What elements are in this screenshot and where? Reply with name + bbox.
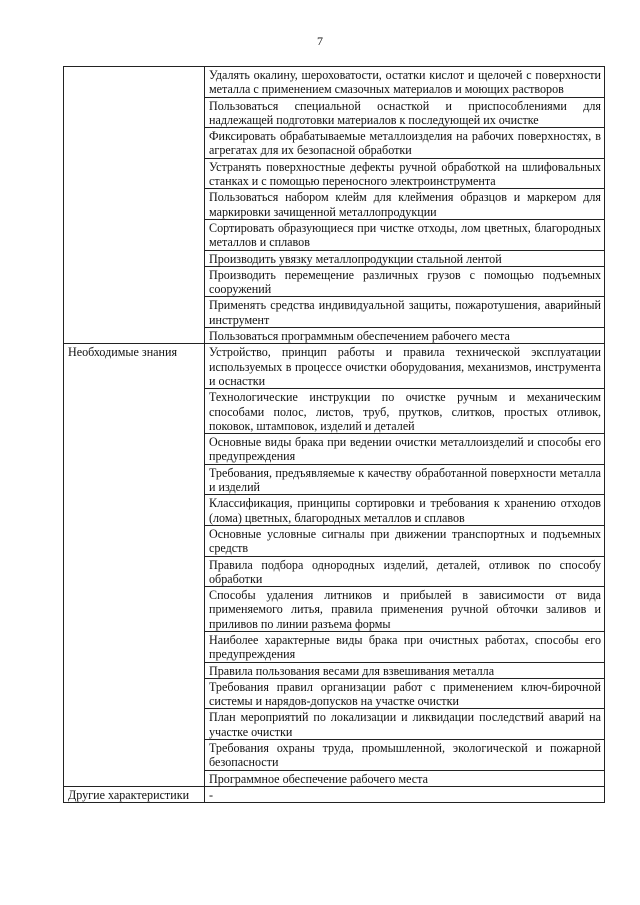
knowledge-item: Способы удаления литников и прибылей в зависимости от вида применяемого литья, правила применения ручной обточки заливов и приливов по линии разъема формы bbox=[205, 587, 605, 632]
section-label-empty bbox=[64, 67, 205, 344]
skill-item: Производить увязку металлопродукции стальной лентой bbox=[205, 250, 605, 266]
knowledge-item: Наиболее характерные виды брака при очистных работах, способы его предупреждения bbox=[205, 631, 605, 662]
skill-item: Пользоваться программным обеспечением рабочего места bbox=[205, 328, 605, 344]
skill-item: Сортировать образующиеся при чистке отходы, лом цветных, благородных металлов и сплавов bbox=[205, 219, 605, 250]
knowledge-item: Устройство, принцип работы и правила технической эксплуатации используемых в процессе очистки оборудования, механизмов, инструмента и оснастки bbox=[205, 344, 605, 389]
competency-table bbox=[63, 66, 605, 803]
skill-item: Удалять окалину, шероховатости, остатки кислот и щелочей с поверхности металла с применением смазочных материалов и моющих растворов bbox=[205, 67, 605, 98]
knowledge-item: Правила подбора однородных изделий, деталей, отливок по способу обработки bbox=[205, 556, 605, 587]
skill-item: Применять средства индивидуальной защиты, пожаротушения, аварийный инструмент bbox=[205, 297, 605, 328]
page-number: 7 bbox=[317, 34, 323, 48]
knowledge-item: Классификация, принципы сортировки и требования к хранению отходов (лома) цветных, благородных металлов и сплавов bbox=[205, 495, 605, 526]
skill-item: Фиксировать обрабатываемые металлоизделия на рабочих поверхностях, в агрегатах для их безопасной обработки bbox=[205, 128, 605, 159]
table-row bbox=[64, 67, 605, 98]
skill-item: Производить перемещение различных грузов с помощью подъемных сооружений bbox=[205, 266, 605, 297]
knowledge-item: План мероприятий по локализации и ликвидации последствий аварий на участке очистки bbox=[205, 709, 605, 740]
other-item: - bbox=[205, 786, 605, 802]
knowledge-item: Технологические инструкции по очистке ручным и механическим способами полос, листов, труб, прутков, слитков, простых отливок, поковок, штамповок, изделий и деталей bbox=[205, 389, 605, 434]
section-label-other: Другие характеристики bbox=[64, 786, 205, 802]
knowledge-item: Программное обеспечение рабочего места bbox=[205, 770, 605, 786]
skill-item: Пользоваться специальной оснасткой и приспособлениями для надлежащей подготовки материалов к последующей их очистке bbox=[205, 97, 605, 128]
table-row bbox=[64, 786, 605, 802]
knowledge-item: Основные виды брака при ведении очистки металлоизделий и способы его предупреждения bbox=[205, 434, 605, 465]
knowledge-item: Требования правил организации работ с применением ключ-бирочной системы и нарядов-допусков на участке очистки bbox=[205, 678, 605, 709]
knowledge-item: Основные условные сигналы при движении транспортных и подъемных средств bbox=[205, 525, 605, 556]
knowledge-item: Требования охраны труда, промышленной, экологической и пожарной безопасности bbox=[205, 740, 605, 771]
skill-item: Пользоваться набором клейм для клеймения образцов и маркером для маркировки зачищенной металлопродукции bbox=[205, 189, 605, 220]
section-label-knowledge: Необходимые знания bbox=[64, 344, 205, 787]
skill-item: Устранять поверхностные дефекты ручной обработкой на шлифовальных станках и с помощью переносного электроинструмента bbox=[205, 158, 605, 189]
knowledge-item: Правила пользования весами для взвешивания металла bbox=[205, 662, 605, 678]
table-row bbox=[64, 344, 605, 389]
knowledge-item: Требования, предъявляемые к качеству обработанной поверхности металла и изделий bbox=[205, 464, 605, 495]
